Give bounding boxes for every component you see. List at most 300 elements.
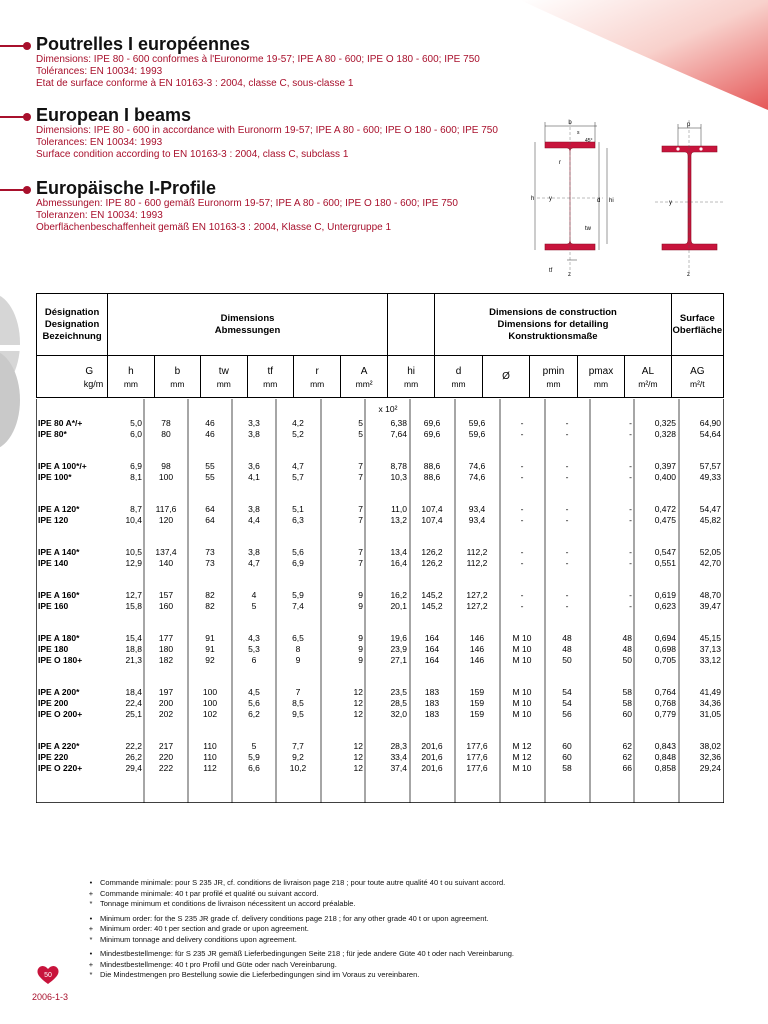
table-cell: 164 bbox=[424, 633, 440, 643]
table-cell: 100 bbox=[202, 698, 218, 708]
table-row bbox=[36, 763, 724, 774]
label-p: p bbox=[687, 122, 691, 128]
footnote bbox=[86, 878, 514, 889]
table-cell: 58 bbox=[562, 763, 572, 773]
table-cell: 4,7 bbox=[292, 461, 304, 471]
table-cell: 6,2 bbox=[248, 709, 260, 719]
table-cell: 34,36 bbox=[699, 698, 721, 708]
table-cell: - bbox=[520, 590, 524, 600]
table-cell: 12,9 bbox=[125, 558, 142, 568]
table-cell: 137,4 bbox=[155, 547, 177, 557]
footnote-group bbox=[86, 878, 514, 910]
table-cell: 62 bbox=[622, 752, 632, 762]
table-cell: 33,12 bbox=[699, 655, 721, 665]
footnote bbox=[86, 889, 514, 900]
table-cell: 6,6 bbox=[248, 763, 260, 773]
table-cell: 102 bbox=[202, 709, 218, 719]
table-cell: 60 bbox=[562, 741, 572, 751]
table-cell: 78 bbox=[161, 418, 171, 428]
table-cell: 7 bbox=[358, 472, 363, 482]
footnote-text: Minimum tonnage and delivery conditions upon agreement. bbox=[100, 934, 297, 944]
table-cell: 12 bbox=[353, 687, 363, 697]
table-cell: 93,4 bbox=[468, 504, 486, 514]
table-cell: 126,2 bbox=[421, 547, 443, 557]
table-cell: 159 bbox=[469, 709, 485, 719]
table-cell: 3,8 bbox=[248, 429, 260, 439]
table-cell: 120 bbox=[158, 515, 174, 525]
table-cell: 160 bbox=[158, 601, 174, 611]
table-cell: 9 bbox=[295, 655, 301, 665]
table-cell: - bbox=[565, 547, 569, 557]
table-cell: M 10 bbox=[512, 644, 532, 654]
table-cell: 12 bbox=[353, 709, 363, 719]
side-tab-lower bbox=[0, 350, 20, 450]
table-cell: 183 bbox=[424, 709, 440, 719]
table-cell: 62 bbox=[622, 741, 632, 751]
header-dimensions: Dimensions Abmessungen bbox=[108, 294, 388, 356]
table-cell: 100 bbox=[158, 472, 174, 482]
table-cell: - bbox=[565, 461, 569, 471]
label-hi: hi bbox=[609, 198, 614, 204]
table-cell: M 10 bbox=[512, 763, 532, 773]
table-cell: 3,3 bbox=[248, 418, 260, 428]
page-number: 50 bbox=[44, 972, 52, 979]
table-cell: - bbox=[565, 429, 569, 439]
unit-7: mm bbox=[404, 378, 419, 389]
footnote-text: Minimum order: for the S 235 JR grade cf. delivery conditions page 218 ; for any other grade 40 t or upon agreement. bbox=[100, 913, 489, 923]
table-cell: 177,6 bbox=[466, 763, 488, 773]
table-cell: 182 bbox=[158, 655, 174, 665]
label-z2: z bbox=[687, 272, 690, 278]
footnote-symbol: * bbox=[89, 899, 93, 908]
table-cell: 69,6 bbox=[423, 429, 441, 439]
table-cell: 28,3 bbox=[390, 741, 407, 751]
table-cell: 73 bbox=[205, 547, 215, 557]
table-cell: 57,57 bbox=[699, 461, 721, 471]
table-cell: 5 bbox=[251, 741, 257, 751]
cell-designation: IPE A 180* bbox=[38, 633, 80, 643]
table-cell: 107,4 bbox=[421, 504, 443, 514]
table-cell: 60 bbox=[562, 752, 572, 762]
table-cell: 10,5 bbox=[125, 547, 142, 557]
table-cell: - bbox=[629, 461, 632, 471]
table-cell: 37,13 bbox=[699, 644, 721, 654]
footnote-symbol: • bbox=[89, 878, 93, 887]
table-cell: 7,64 bbox=[390, 429, 407, 439]
section-line: Tolerances: EN 10034: 1993 bbox=[36, 137, 163, 148]
table-cell: 82 bbox=[205, 590, 215, 600]
label-s: s bbox=[577, 130, 580, 136]
table-cell: 48,70 bbox=[699, 590, 721, 600]
header-detailing: Dimensions de construction Dimensions for detailing Konstruktionsmaße bbox=[435, 294, 671, 356]
table-cell: 0,400 bbox=[654, 472, 676, 482]
cell-designation: IPE 200 bbox=[38, 698, 69, 708]
table-cell: 5,2 bbox=[292, 429, 304, 439]
section-1 bbox=[36, 105, 498, 161]
table-row bbox=[36, 590, 724, 601]
unit-10: mm bbox=[546, 378, 561, 389]
table-cell: 11,0 bbox=[391, 504, 407, 514]
table-cell: 100 bbox=[202, 687, 218, 697]
table-cell: 4,7 bbox=[248, 558, 260, 568]
table-cell: 0,619 bbox=[654, 590, 676, 600]
table-row bbox=[36, 698, 724, 709]
table-cell: 23,5 bbox=[390, 687, 407, 697]
cell-designation: IPE O 220+ bbox=[38, 763, 83, 773]
table-cell: 52,05 bbox=[699, 547, 721, 557]
table-cell: 73 bbox=[205, 558, 215, 568]
table-cell: 4,2 bbox=[292, 418, 304, 428]
table-cell: 3,8 bbox=[248, 547, 260, 557]
table-cell: 15,4 bbox=[125, 633, 142, 643]
table-cell: 0,623 bbox=[654, 601, 676, 611]
table-cell: 0,779 bbox=[654, 709, 676, 719]
table-cell: 6,3 bbox=[292, 515, 304, 525]
symbol-8: d bbox=[455, 365, 462, 377]
table-cell: - bbox=[629, 515, 632, 525]
label-tf: tf bbox=[549, 268, 553, 274]
table-cell: 6,0 bbox=[130, 429, 142, 439]
table-row bbox=[36, 515, 724, 526]
footnote-text: Mindestbestellmenge: 40 t pro Profil und Güte oder nach Vereinbarung. bbox=[100, 959, 337, 969]
table-row bbox=[36, 461, 724, 472]
table-cell: - bbox=[629, 590, 632, 600]
symbol-13: AG bbox=[690, 365, 705, 377]
symbol-12: AL bbox=[641, 365, 655, 377]
table-cell: - bbox=[629, 558, 632, 568]
table-row bbox=[36, 418, 724, 429]
table-cell: 82 bbox=[205, 601, 215, 611]
symbol-9: Ø bbox=[502, 370, 510, 382]
page-number-badge bbox=[36, 965, 60, 985]
label-d: d bbox=[597, 198, 601, 204]
table-cell: 88,6 bbox=[423, 472, 441, 482]
section-line: Dimensions: IPE 80 - 600 in accordance with Euronorm 19-57; IPE A 80 - 600; IPE O 180 - 600; IPE 750 bbox=[36, 125, 498, 136]
table-cell: 20,1 bbox=[390, 601, 407, 611]
table-cell: 4,4 bbox=[248, 515, 260, 525]
footnote-symbol: * bbox=[89, 934, 93, 944]
unit-12: m²/m bbox=[638, 378, 658, 389]
table-cell: 38,02 bbox=[699, 741, 721, 751]
ipe-o-section-diagram bbox=[655, 120, 723, 278]
table-cell: - bbox=[565, 601, 569, 611]
footnote-symbol: + bbox=[88, 959, 94, 969]
label-h: h bbox=[531, 196, 535, 202]
table-cell: 46 bbox=[205, 429, 215, 439]
table-cell: 58 bbox=[622, 698, 632, 708]
section-0 bbox=[36, 34, 480, 90]
table-cell: 5,6 bbox=[248, 698, 260, 708]
table-cell: 222 bbox=[158, 763, 174, 773]
table-cell: 55 bbox=[205, 472, 215, 482]
table-cell: 159 bbox=[469, 687, 485, 697]
label-y2: y bbox=[669, 200, 672, 206]
footnote-text: Die Mindestmengen pro Bestellung sowie die Lieferbedingungen sind im Voraus zu vereinbaren. bbox=[100, 970, 420, 979]
table-row bbox=[36, 644, 724, 655]
cell-designation: IPE A 120* bbox=[38, 504, 80, 514]
table-cell: 0,858 bbox=[654, 763, 676, 773]
table-cell: 177 bbox=[158, 633, 174, 643]
footnote bbox=[86, 935, 514, 946]
table-cell: 9 bbox=[358, 633, 363, 643]
header-designation: Désignation Designation Bezeichnung bbox=[37, 294, 108, 356]
table-cell: 13,4 bbox=[390, 547, 407, 557]
table-row bbox=[36, 558, 724, 569]
table-cell: 107,4 bbox=[421, 515, 443, 525]
page-date: 2006-1-3 bbox=[32, 992, 69, 1002]
table-cell: 8 bbox=[295, 644, 301, 654]
table-cell: 8,78 bbox=[390, 461, 407, 471]
unit-5: mm bbox=[310, 378, 325, 389]
cell-designation: IPE 140 bbox=[38, 558, 69, 568]
unit-6: mm² bbox=[355, 378, 373, 389]
unit-2: mm bbox=[170, 378, 185, 389]
table-cell: 177,6 bbox=[466, 752, 488, 762]
footnote-text: Commande minimale: pour S 235 JR, cf. conditions de livraison page 218 ; pour toute autre qualité 40 t ou suivant accord. bbox=[100, 878, 506, 887]
table-cell: - bbox=[520, 515, 524, 525]
table-cell: 39,47 bbox=[699, 601, 721, 611]
label-45: 45° bbox=[585, 138, 593, 144]
header-surface: Surface Oberfläche bbox=[671, 294, 723, 356]
table-cell: 127,2 bbox=[466, 601, 488, 611]
table-cell: 54,64 bbox=[699, 429, 721, 439]
table-cell: 3,6 bbox=[248, 461, 260, 471]
cell-designation: IPE 80 A*/+ bbox=[38, 418, 83, 428]
table-row bbox=[36, 633, 724, 644]
table-cell: 15,8 bbox=[125, 601, 142, 611]
table-cell: 12 bbox=[353, 698, 363, 708]
table-cell: M 10 bbox=[512, 687, 532, 697]
symbol-7: hi bbox=[407, 365, 415, 377]
table-cell: 6,9 bbox=[292, 558, 304, 568]
table-cell: 126,2 bbox=[421, 558, 443, 568]
table-cell: - bbox=[565, 558, 569, 568]
table-cell: 33,4 bbox=[390, 752, 407, 762]
unit-1: mm bbox=[123, 378, 138, 389]
unit-11: mm bbox=[593, 378, 609, 389]
table-cell: 50 bbox=[622, 655, 632, 665]
table-cell: 7 bbox=[358, 461, 363, 471]
cell-designation: IPE 180 bbox=[38, 644, 69, 654]
symbol-3: tw bbox=[218, 365, 229, 377]
table-cell: 146 bbox=[469, 655, 485, 665]
table-cell: - bbox=[629, 418, 632, 428]
table-cell: 91 bbox=[205, 644, 215, 654]
table-cell: 9 bbox=[358, 590, 363, 600]
table-cell: 22,4 bbox=[125, 698, 142, 708]
table-cell: 157 bbox=[158, 590, 174, 600]
section-title: Europäische I-Profile bbox=[36, 178, 217, 198]
table-cell: 4 bbox=[251, 590, 257, 600]
table-cell: 164 bbox=[424, 655, 440, 665]
table-cell: 56 bbox=[562, 709, 572, 719]
footnote-text: Mindestbestellmenge: für S 235 JR gemäß Lieferbedingungen Seite 218 ; für jede andere Güte 40 t oder nach Vereinbarung. bbox=[100, 949, 515, 958]
table-cell: 9 bbox=[358, 644, 363, 654]
table-cell: 60 bbox=[622, 709, 632, 719]
footnote bbox=[86, 970, 514, 981]
table-cell: 7,4 bbox=[292, 601, 304, 611]
table-cell: 54 bbox=[562, 687, 572, 697]
unit-4: mm bbox=[263, 378, 278, 389]
table-cell: 5,3 bbox=[248, 644, 260, 654]
symbol-10: pmin bbox=[542, 365, 565, 377]
table-cell: 0,848 bbox=[654, 752, 676, 762]
table-cell: 0,328 bbox=[654, 429, 676, 439]
table-cell: 10,4 bbox=[125, 515, 142, 525]
table-cell: 0,705 bbox=[654, 655, 676, 665]
table-cell: 7,7 bbox=[292, 741, 304, 751]
table-cell: 5,7 bbox=[292, 472, 304, 482]
table-cell: 74,6 bbox=[468, 472, 486, 482]
cell-designation: IPE 100* bbox=[38, 472, 72, 482]
section-line: Surface condition according to EN 10163-3 : 2004, class C, subclass 1 bbox=[36, 149, 349, 160]
table-cell: 54,47 bbox=[699, 504, 721, 514]
table-cell: 66 bbox=[622, 763, 632, 773]
table-cell: - bbox=[629, 547, 632, 557]
table-cell: - bbox=[520, 504, 524, 514]
table-cell: 217 bbox=[158, 741, 174, 751]
table-cell: 54 bbox=[562, 698, 572, 708]
footnote-symbol: + bbox=[88, 924, 94, 933]
table-cell: 5,9 bbox=[292, 590, 304, 600]
symbol-4: tf bbox=[267, 365, 274, 377]
table-cell: - bbox=[629, 601, 632, 611]
table-cell: 0,551 bbox=[654, 558, 676, 568]
table-cell: 49,33 bbox=[699, 472, 721, 482]
symbol-11: pmax bbox=[588, 365, 614, 377]
table-cell: 5,9 bbox=[248, 752, 260, 762]
footnote bbox=[86, 949, 514, 960]
footnote-symbol: • bbox=[89, 913, 93, 923]
symbol-G: G bbox=[85, 365, 94, 377]
table-cell: 201,6 bbox=[421, 741, 443, 751]
table-cell: 55 bbox=[205, 461, 215, 471]
table-cell: - bbox=[520, 547, 524, 557]
table-cell: M 10 bbox=[512, 698, 532, 708]
table-cell: 25,1 bbox=[125, 709, 142, 719]
table-cell: 5,0 bbox=[130, 418, 142, 428]
table-cell: 200 bbox=[158, 698, 174, 708]
footnote bbox=[86, 924, 514, 935]
table-row bbox=[36, 504, 724, 515]
table-cell: 93,4 bbox=[468, 515, 486, 525]
table-cell: 5,6 bbox=[292, 547, 304, 557]
section-bullet-dot bbox=[23, 186, 31, 194]
section-line: Toleranzen: EN 10034: 1993 bbox=[36, 210, 163, 221]
table-cell: 64,90 bbox=[699, 418, 721, 428]
table-cell: 41,49 bbox=[699, 687, 721, 697]
table-cell: 9,2 bbox=[292, 752, 304, 762]
table-cell: 0,325 bbox=[654, 418, 676, 428]
table-cell: 5 bbox=[358, 418, 363, 428]
section-2 bbox=[36, 178, 458, 234]
footnote-symbol: + bbox=[88, 888, 94, 898]
table-cell: 59,6 bbox=[468, 418, 486, 428]
table-cell: - bbox=[629, 472, 632, 482]
table-cell: 6,38 bbox=[390, 418, 407, 428]
table-cell: 4,1 bbox=[248, 472, 260, 482]
table-cell: M 12 bbox=[512, 752, 532, 762]
table-cell: 7 bbox=[358, 504, 363, 514]
table-cell: 4,5 bbox=[248, 687, 260, 697]
table-cell: 0,768 bbox=[654, 698, 676, 708]
footnote-symbol: • bbox=[89, 949, 93, 958]
table-row bbox=[36, 601, 724, 612]
section-line: Abmessungen: IPE 80 - 600 gemäß Euronorm 19-57; IPE A 80 - 600; IPE O 180 - 600; IPE 750 bbox=[36, 198, 458, 209]
table-cell: 146 bbox=[469, 644, 485, 654]
table-cell: 220 bbox=[158, 752, 174, 762]
unit-8: mm bbox=[451, 378, 466, 389]
footnote bbox=[86, 914, 514, 925]
section-bullet-dot bbox=[23, 42, 31, 50]
table-cell: M 10 bbox=[512, 709, 532, 719]
table-cell: 140 bbox=[158, 558, 174, 568]
table-cell: - bbox=[520, 558, 524, 568]
table-cell: - bbox=[629, 429, 632, 439]
label-z: z bbox=[568, 272, 571, 278]
table-row bbox=[36, 741, 724, 752]
table-cell: 0,547 bbox=[654, 547, 676, 557]
table-cell: 64 bbox=[205, 504, 215, 514]
table-cell: 12,7 bbox=[125, 590, 142, 600]
table-cell: 48 bbox=[622, 633, 632, 643]
table-cell: 88,6 bbox=[423, 461, 441, 471]
table-cell: 48 bbox=[562, 644, 572, 654]
table-cell: 0,397 bbox=[654, 461, 676, 471]
footnotes bbox=[86, 878, 514, 985]
table-cell: 0,694 bbox=[654, 633, 676, 643]
table-cell: 59,6 bbox=[468, 429, 486, 439]
table-cell: 7 bbox=[295, 687, 301, 697]
table-cell: 22,2 bbox=[125, 741, 142, 751]
table-row bbox=[36, 429, 724, 440]
table-cell: 42,70 bbox=[699, 558, 721, 568]
table-cell: - bbox=[520, 601, 524, 611]
cell-designation: IPE A 200* bbox=[38, 687, 80, 697]
section-title: European I beams bbox=[36, 105, 192, 125]
table-cell: 10,3 bbox=[390, 472, 407, 482]
table-cell: - bbox=[565, 418, 569, 428]
cell-designation: IPE O 180+ bbox=[38, 655, 83, 665]
table-cell: 32,36 bbox=[699, 752, 721, 762]
table-cell: 29,4 bbox=[125, 763, 142, 773]
table-cell: 98 bbox=[161, 461, 171, 471]
symbol-1: h bbox=[128, 365, 134, 377]
table-cell: 110 bbox=[203, 752, 217, 762]
table-cell: - bbox=[520, 429, 524, 439]
footnote-text: Commande minimale: 40 t par profilé et qualité ou suivant accord. bbox=[100, 888, 319, 898]
cell-designation: IPE A 160* bbox=[38, 590, 80, 600]
table-cell: 7 bbox=[358, 515, 363, 525]
table-cell: 45,15 bbox=[699, 633, 721, 643]
table-cell: 0,843 bbox=[654, 741, 676, 751]
table-cell: 112 bbox=[203, 763, 217, 773]
cell-designation: IPE 120 bbox=[38, 515, 69, 525]
table-cell: 26,2 bbox=[125, 752, 142, 762]
table-cell: - bbox=[565, 504, 569, 514]
table-cell: 80 bbox=[161, 429, 171, 439]
table-row bbox=[36, 655, 724, 666]
table-cell: - bbox=[520, 418, 524, 428]
cell-designation: IPE A 140* bbox=[38, 547, 80, 557]
section-line: Oberflächenbeschaffenheit gemäß EN 10163-3 : 2004, Klasse C, Untergruppe 1 bbox=[36, 222, 392, 233]
table-cell: 18,8 bbox=[125, 644, 142, 654]
table-cell: 21,3 bbox=[125, 655, 142, 665]
table-cell: 183 bbox=[424, 698, 440, 708]
unit-13: m²/t bbox=[690, 378, 705, 389]
table-row bbox=[36, 547, 724, 558]
table-cell: 0,475 bbox=[654, 515, 676, 525]
